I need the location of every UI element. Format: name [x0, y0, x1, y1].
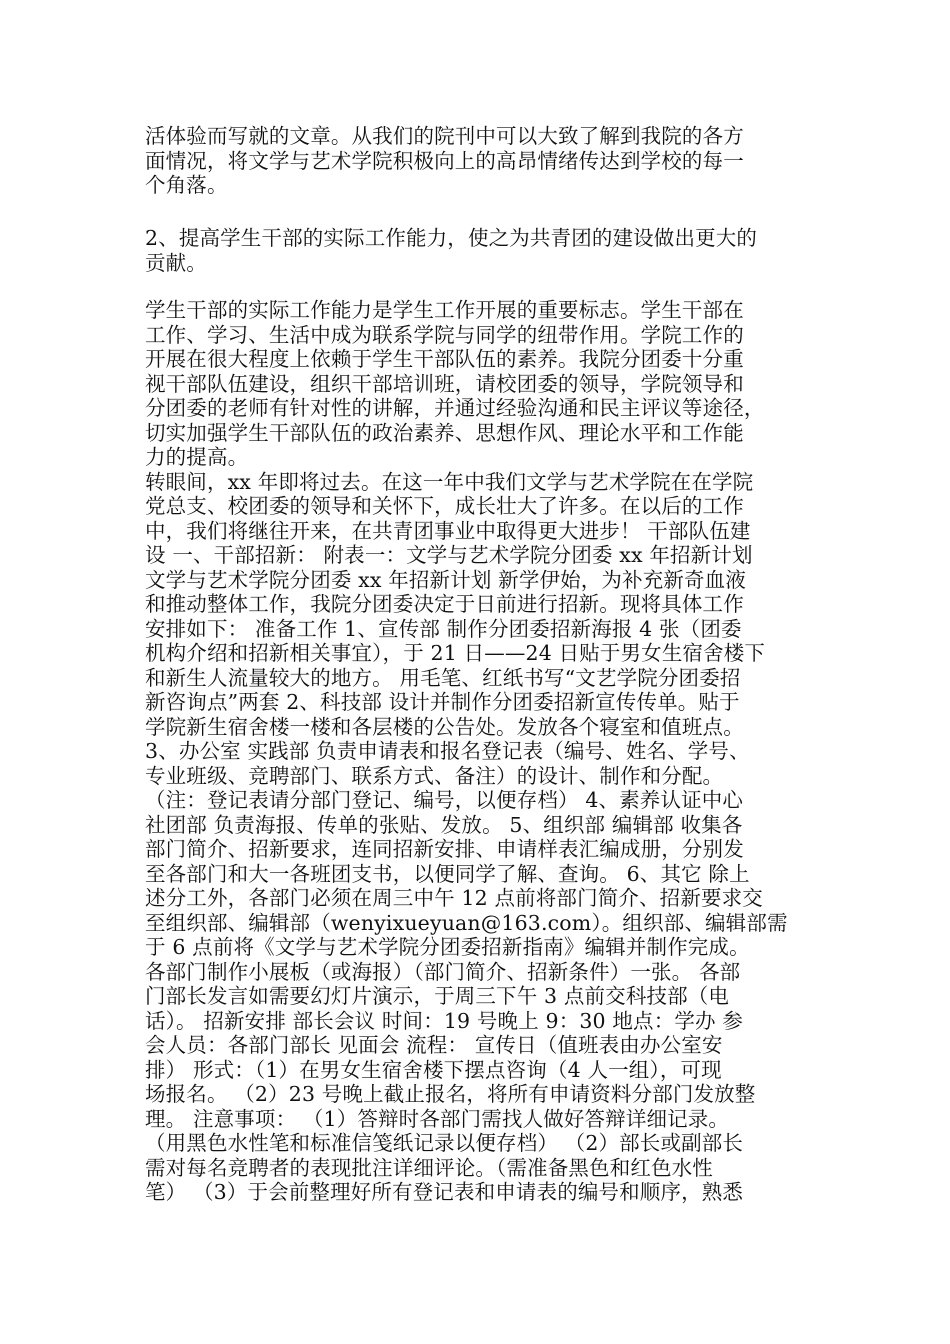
text-line: 专业班级、竞聘部门、联系方式、备注）的设计、制作和分配。 [145, 763, 724, 788]
text-line: 3、办公室 实践部 负责申请表和报名登记表（编号、姓名、学号、 [145, 739, 750, 763]
text-line: 述分工外，各部门必须在周三中午 12 点前将部门简介、招新要求交 [145, 886, 763, 910]
paragraph-2 [145, 226, 810, 275]
text-line: 会人员：各部门部长 见面会 流程： 宣传日（值班表由办公室安 [145, 1033, 723, 1057]
text-line: 安排如下： 准备工作 1、宣传部 制作分团委招新海报 4 张（团委 [145, 616, 742, 641]
text-line: 分团委的老师有针对性的讲解，并通过经验沟通和民主评议等途径， [145, 396, 765, 420]
text-line: 学院新生宿舍楼一楼和各层楼的公告处。发放各个寝室和值班点。 [145, 714, 744, 739]
text-line: 笔） （3）于会前整理好所有登记表和申请表的编号和顺序，熟悉 [145, 1180, 744, 1204]
text-line: 党总支、校团委的领导和关怀下，成长壮大了许多。在以后的工作 [145, 494, 744, 518]
text-line: 力的提高。 [145, 445, 249, 469]
paragraph-3 [145, 298, 810, 1205]
text-line: 文学与艺术学院分团委 xx 年招新计划 新学伊始，为补充新奇血液 [145, 567, 746, 592]
text-line: 至组织部、编辑部（wenyixueyuan@163.com）。组织部、编辑部需 [145, 910, 788, 935]
text-line: 视干部队伍建设，组织干部培训班，请校团委的领导，学院领导和 [145, 371, 744, 396]
text-line: 理。 注意事项： （1）答辩时各部门需找人做好答辩详细记录。 [145, 1106, 730, 1131]
text-line: 至各部门和大一各班团支书，以便同学了解、查询。 6、其它 除上 [145, 861, 750, 886]
text-line: 和推动整体工作，我院分团委决定于日前进行招新。现将具体工作 [145, 592, 744, 616]
text-line: 话）。 招新安排 部长会议 时间：19 号晚上 9：30 地点：学办 参 [145, 1008, 743, 1033]
text-line: 机构介绍和招新相关事宜），于 21 日——24 日贴于男女生宿舍楼下 [145, 641, 766, 665]
text-line: 面情况，将文学与艺术学院积极向上的高昂情绪传达到学校的每一 [145, 148, 744, 173]
text-line: 2、提高学生干部的实际工作能力，使之为共青团的建设做出更大的 [145, 226, 758, 250]
text-line: 部门简介、招新要求，连同招新安排、申请样表汇编成册，分别发 [145, 837, 744, 861]
text-line: 设 一、干部招新： 附表一：文学与艺术学院分团委 xx 年招新计划 [145, 543, 753, 567]
text-line: 中，我们将继往开来，在共青团事业中取得更大进步！ 干部队伍建 [145, 518, 751, 543]
text-line: 各部门制作小展板（或海报）（部门简介、招新条件）一张。 各部 [145, 959, 741, 984]
text-line: （用黑色水性笔和标准信笺纸记录以便存档） （2）部长或副部长 [145, 1131, 744, 1155]
text-line: 社团部 负责海报、传单的张贴、发放。 5、组织部 编辑部 收集各 [145, 812, 743, 837]
text-line: 学生干部的实际工作能力是学生工作开展的重要标志。学生干部在 [145, 298, 744, 322]
text-line: 于 6 点前将《文学与艺术学院分团委招新指南》编辑并制作完成。 [145, 935, 750, 959]
paragraph-1 [145, 124, 810, 198]
text-line: 贡献。 [145, 250, 207, 275]
text-line: 排） 形式：（1）在男女生宿舍楼下摆点咨询（4 人一组），可现 [145, 1057, 722, 1082]
text-line: 新咨询点”两套 2、科技部 设计并制作分团委招新宣传传单。贴于 [145, 690, 740, 714]
text-line: （注：登记表请分部门登记、编号，以便存档） 4、素养认证中心 [145, 788, 744, 812]
text-line: 工作、学习、生活中成为联系学院与同学的纽带作用。学院工作的 [145, 322, 744, 347]
text-line: 活体验而写就的文章。从我们的院刊中可以大致了解到我院的各方 [145, 124, 744, 148]
text-line: 门部长发言如需要幻灯片演示，于周三下午 3 点前交科技部（电 [145, 984, 730, 1008]
text-line: 和新生人流量较大的地方。 用毛笔、红纸书写“文艺学院分团委招 [145, 665, 741, 690]
text-line: 个角落。 [145, 173, 228, 197]
text-line: 转眼间，xx 年即将过去。在这一年中我们文学与艺术学院在在学院 [145, 469, 754, 494]
text-line: 场报名。 （2）23 号晚上截止报名，将所有申请资料分部门发放整 [145, 1082, 756, 1106]
text-line: 切实加强学生干部队伍的政治素养、思想作风、理论水平和工作能 [145, 420, 744, 445]
text-line: 开展在很大程度上依赖于学生干部队伍的素养。我院分团委十分重 [145, 347, 744, 371]
text-line: 需对每名竞聘者的表现批注详细评论。（需准备黑色和红色水性 [145, 1155, 713, 1180]
